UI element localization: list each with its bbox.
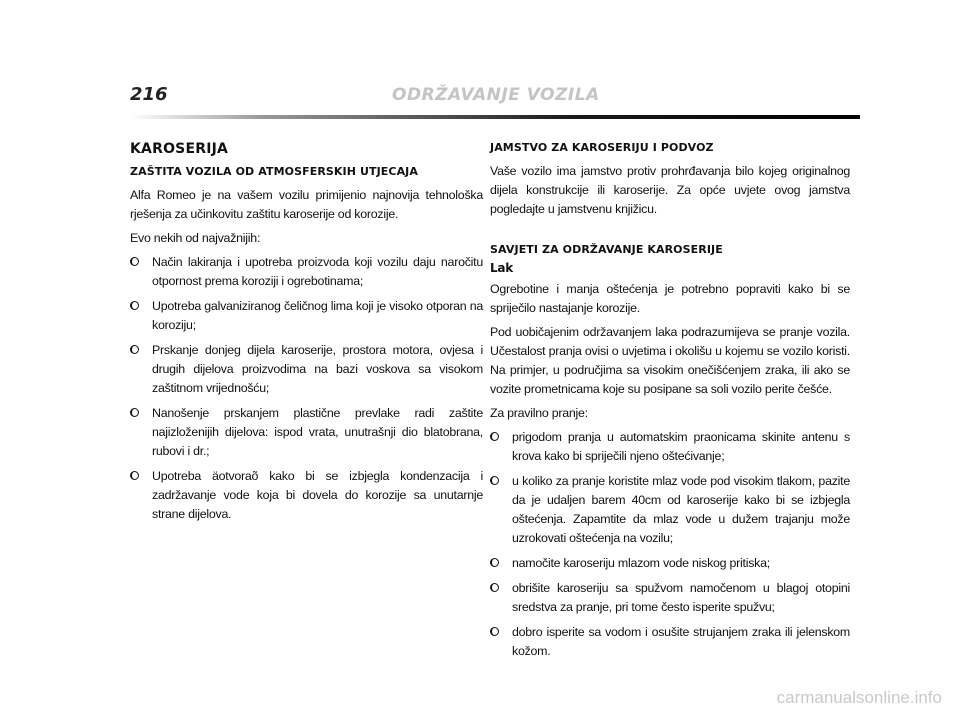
- paint-paragraph-1: Ogrebotine i manja oštećenja je potrebno popraviti kako bi se spriječilo nastajanje korozije.: [490, 282, 850, 315]
- bullet-icon: [490, 432, 499, 441]
- bullet-icon: [490, 583, 499, 592]
- paint-title: Lak: [490, 261, 513, 275]
- wash-lead: Za pravilno pranje:: [490, 406, 588, 420]
- warranty-title: JAMSTVO ZA KAROSERIJU I PODVOZ: [490, 141, 714, 154]
- list-item: [130, 341, 483, 398]
- watermark: carmanualsonline.info: [776, 688, 942, 707]
- list-item: [490, 428, 850, 466]
- header-rule: [130, 115, 860, 119]
- section-title: KAROSERIJA: [130, 141, 229, 157]
- list-item: [490, 579, 850, 617]
- bullet-icon: [490, 558, 499, 567]
- care-title: SAVJETI ZA ODRŽAVANJE KAROSERIJE: [490, 243, 723, 256]
- list-item-text: Prskanje donjeg dijela karoserije, prostora motora, ovjesa i drugih dijelova proizvodima na bazi voskova sa visokom zaštitnom vrijednošću;: [152, 343, 483, 395]
- list-item: [130, 467, 483, 524]
- list-item: [130, 297, 483, 335]
- list-item-text: Način lakiranja i upotreba proizvoda koji vozilu daju naročitu otpornost prema koroziji i ogrebotinama;: [152, 255, 483, 288]
- running-title: ODRŽAVANJE VOZILA: [392, 85, 600, 105]
- paint-paragraph-2: Pod uobičajenim održavanjem laka podrazumijeva se pranje vozila. Učestalost pranja ovisi o uvjetima i okolišu u kojemu se vozilo koristi. Na primjer, u područjima sa visokim onečišćenjem zraka, ili ako se vozite prometnicama koje su posipane sa soli vozilo perite češće.: [490, 325, 850, 396]
- spacer: [490, 224, 850, 242]
- list-item-text: Upotreba galvaniziranog čeličnog lima koji je visoko otporan na koroziju;: [152, 299, 483, 332]
- list-item-text: dobro isperite sa vodom i osušite strujanjem zraka ili jelenskom kožom.: [512, 625, 850, 658]
- list-item-text: prigodom pranja u automatskim praonicama skinite antenu s krova kako bi spriječili njeno oštećivanje;: [512, 430, 850, 463]
- bullet-icon: [130, 257, 139, 266]
- list-item: [130, 253, 483, 291]
- list-item: [490, 472, 850, 548]
- left-column: [130, 140, 483, 530]
- list-item-text: namočite karoseriju mlazom vode niskog pritiska;: [512, 556, 770, 570]
- list-item-text: u koliko za pranje koristite mlaz vode pod visokim tlakom, pazite da je udaljen barem 40cm od karoserije kako bi se izbjegla oštećenja. Zapamtite da mlaz vode u dužem trajanju može uzrokovati oštećenja na vozilu;: [512, 474, 850, 545]
- list-item-text: Upotreba äotvoraõ kako bi se izbjegla kondenzacija i zadržavanje vode koja bi dovela do korozije sa unutarnje strane dijelova.: [152, 469, 483, 521]
- warranty-paragraph: Vaše vozilo ima jamstvo protiv prohrđavanja bilo kojeg originalnog dijela konstrukcije ili karoserije. Za opće uvjete ovog jamstva pogledajte u jamstvenu knjižicu.: [490, 164, 850, 216]
- bullet-icon: [490, 627, 499, 636]
- right-column: [490, 140, 850, 667]
- lead-paragraph: Evo nekih od najvažnijih:: [130, 231, 261, 245]
- bullet-icon: [490, 476, 499, 485]
- list-item: [490, 623, 850, 661]
- list-item-text: Nanošenje prskanjem plastične prevlake radi zaštite najizloženijih dijelova: ispod vrata, unutrašnji dio blatobrana, rubovi i dr.;: [152, 406, 483, 458]
- page-number: 216: [130, 84, 168, 105]
- intro-paragraph: Alfa Romeo je na vašem vozilu primijenio najnovija tehnološka rješenja za učinkovitu zaštitu karoserije od korozije.: [130, 188, 483, 221]
- bullet-icon: [130, 408, 139, 417]
- bullet-icon: [130, 345, 139, 354]
- protection-list: [130, 253, 483, 524]
- page-header: [130, 84, 860, 114]
- list-item: [490, 554, 850, 573]
- bullet-icon: [130, 301, 139, 310]
- list-item-text: obrišite karoseriju sa spužvom namočenom u blagoj otopini sredstva za pranje, pri tome često isperite spužvu;: [512, 581, 850, 614]
- bullet-icon: [130, 471, 139, 480]
- section-subtitle: ZAŠTITA VOZILA OD ATMOSFERSKIH UTJECAJA: [130, 165, 418, 178]
- wash-list: [490, 428, 850, 661]
- list-item: [130, 404, 483, 461]
